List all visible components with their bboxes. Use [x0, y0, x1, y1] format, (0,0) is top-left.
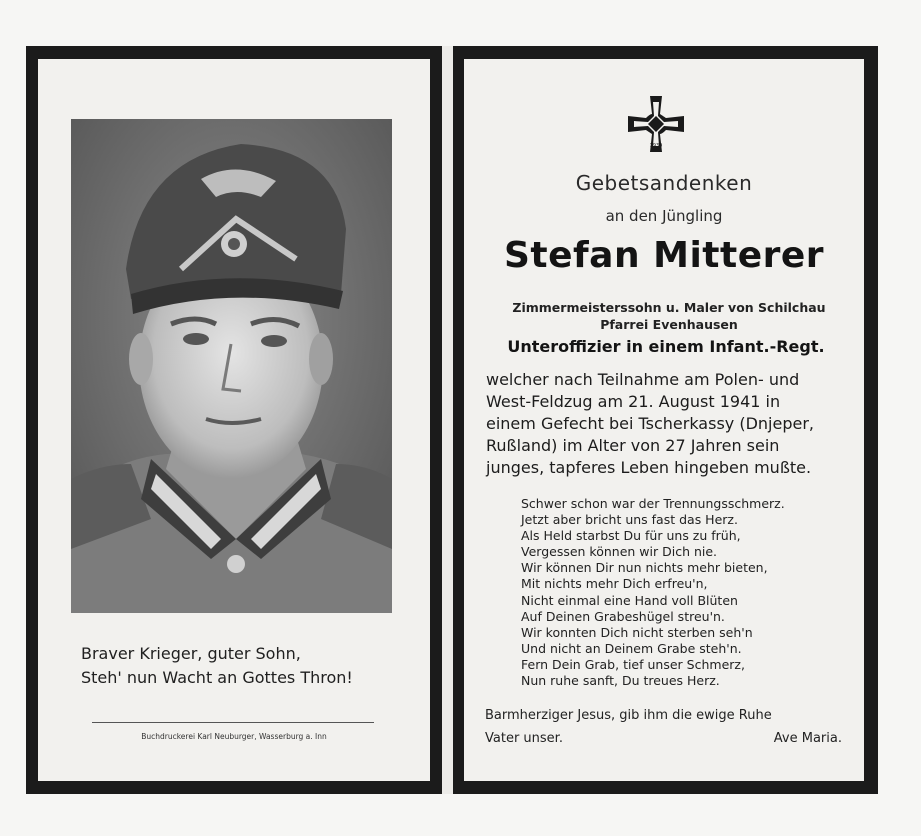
biography-line: junges, tapferes Leben hingeben mußte. — [486, 458, 812, 477]
occupation-line: Pfarrei Evenhausen — [600, 317, 738, 332]
poem-line: Wir können Dir nun nichts mehr bieten, — [521, 560, 768, 576]
card-title: Gebetsandenken — [575, 171, 753, 195]
left-verse — [81, 642, 411, 690]
poem-line: Nicht einmal eine Hand voll Blüten — [521, 592, 738, 608]
right-panel — [453, 46, 878, 794]
biography-line: West-Feldzug am 21. August 1941 in — [486, 392, 781, 411]
poem-line: Schwer schon war der Trennungsschmerz. — [521, 496, 785, 511]
printer-divider — [92, 722, 374, 723]
occupation-line: Zimmermeisterssohn u. Maler von Schilchau — [512, 300, 826, 315]
poem-line: Fern Dein Grab, tief unser Schmerz, — [521, 656, 745, 672]
prayer-line: Barmherziger Jesus, gib ihm die ewige Ruhe — [485, 708, 772, 723]
poem-line: Mit nichts mehr Dich erfreu'n, — [521, 576, 708, 592]
iron-cross-icon — [626, 94, 686, 154]
printer-credit: Buchdruckerei Karl Neuburger, Wasserburg a. Inn — [141, 732, 327, 741]
poem-line: Auf Deinen Grabeshügel streu'n. — [521, 608, 725, 624]
poem-line: Vergessen können wir Dich nie. — [521, 544, 718, 560]
deceased-name: Stefan Mitterer — [503, 235, 825, 276]
biography-line: Rußland) im Alter von 27 Jahren sein — [486, 436, 780, 455]
ave-maria: Ave Maria. — [773, 731, 842, 746]
memorial-card — [26, 46, 878, 794]
biography-line: welcher nach Teilnahme am Polen- und — [486, 370, 800, 389]
left-verse-line: Steh' nun Wacht an Gottes Thron! — [81, 668, 353, 687]
vater-unser: Vater unser. — [485, 731, 563, 746]
poem-line: Als Held starbst Du für uns zu früh, — [521, 528, 741, 544]
poem-line: Jetzt aber bricht uns fast das Herz. — [521, 512, 738, 528]
cross-year: 1939 — [649, 143, 663, 149]
right-panel-paper — [464, 59, 864, 781]
poem-line: Wir konnten Dich nicht sterben seh'n — [521, 624, 753, 640]
poem-line: Nun ruhe sanft, Du treues Herz. — [521, 673, 720, 689]
card-subtitle: an den Jüngling — [605, 207, 723, 225]
soldier-portrait-photo — [71, 119, 392, 613]
left-verse-line: Braver Krieger, guter Sohn, — [81, 644, 301, 663]
biography-text — [486, 369, 838, 479]
poem-line: Und nicht an Deinem Grabe steh'n. — [521, 640, 742, 656]
memorial-poem — [521, 496, 841, 689]
biography-line: einem Gefecht bei Tscherkassy (Dnjeper, — [486, 414, 814, 433]
military-rank: Unteroffizier in einem Infant.-Regt. — [507, 337, 825, 356]
left-panel-paper — [38, 59, 430, 781]
left-panel — [26, 46, 442, 794]
occupation — [474, 299, 864, 333]
